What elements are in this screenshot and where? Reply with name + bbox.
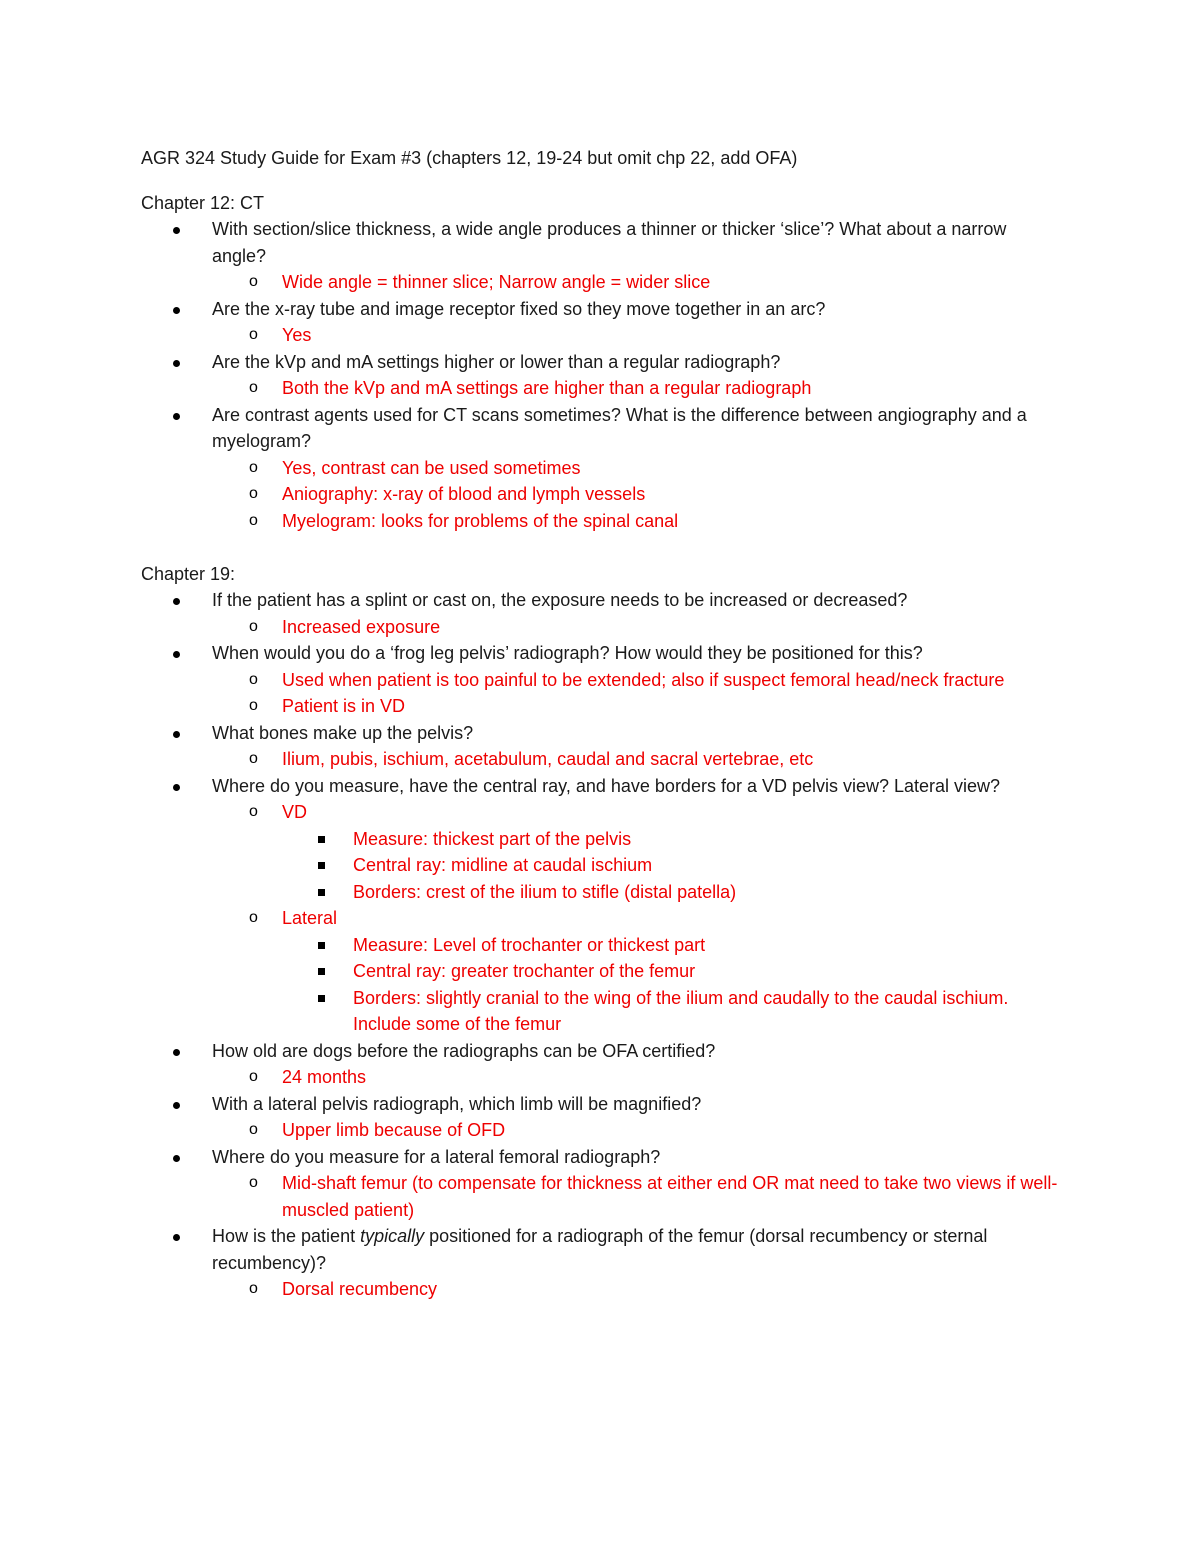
- filled-circle-bullet-icon: [173, 731, 180, 738]
- answer-text: Aniography: x-ray of blood and lymph vessels: [282, 484, 646, 504]
- hollow-o-bullet-icon: o: [249, 617, 258, 635]
- question-text: With a lateral pelvis radiograph, which limb will be magnified?: [212, 1093, 702, 1114]
- question-text: Where do you measure for a lateral femoral radiograph?: [212, 1146, 661, 1167]
- chapter-heading: Chapter 12: CT: [141, 193, 265, 213]
- filled-circle-bullet-icon: [173, 413, 180, 420]
- filled-circle-bullet-icon: [173, 227, 180, 234]
- answer-text: Mid-shaft femur (to compensate for thickness at either end OR mat need to take two views if well-muscled patient): [282, 1173, 1058, 1220]
- answer-item: [249, 322, 1061, 349]
- answer-text: Yes, contrast can be used sometimes: [282, 457, 581, 478]
- hollow-o-bullet-icon: o: [249, 458, 258, 476]
- sub-answer-item: [353, 985, 1061, 1038]
- sub-answer-item: [353, 826, 1061, 853]
- answer-item: [249, 1276, 1061, 1303]
- sub-answer-item: [353, 932, 1061, 959]
- answer-item: [249, 455, 1061, 482]
- filled-circle-bullet-icon: [173, 360, 180, 367]
- question-item: [212, 640, 1061, 667]
- answer-text: Measure: thickest part of the pelvis: [353, 828, 632, 849]
- question-text: Are the kVp and mA settings higher or lower than a regular radiograph?: [212, 351, 781, 372]
- hollow-o-bullet-icon: o: [249, 1280, 258, 1297]
- filled-circle-bullet-icon: [173, 1155, 180, 1162]
- answer-text: Lateral: [282, 908, 338, 928]
- filled-square-bullet-icon: [318, 995, 325, 1002]
- hollow-o-bullet-icon: o: [249, 511, 258, 529]
- filled-circle-bullet-icon: [173, 784, 180, 791]
- filled-circle-bullet-icon: [173, 307, 180, 314]
- answer-item: [249, 1117, 1061, 1144]
- filled-square-bullet-icon: [318, 968, 325, 975]
- filled-circle-bullet-icon: [173, 651, 180, 658]
- filled-square-bullet-icon: [318, 836, 325, 843]
- answer-item: [249, 693, 1061, 720]
- question-item: [212, 402, 1061, 455]
- question-text: Are the x-ray tube and image receptor fixed so they move together in an arc?: [212, 298, 826, 319]
- answer-item: [249, 508, 1061, 535]
- answer-text: Ilium, pubis, ischium, acetabulum, caudal and sacral vertebrae, etc: [282, 749, 814, 769]
- hollow-o-bullet-icon: o: [249, 326, 258, 343]
- document-page: [141, 145, 1061, 1303]
- question-item: [212, 1038, 1061, 1065]
- answer-item: [249, 746, 1061, 773]
- answer-item: [249, 905, 1061, 932]
- answer-item: [249, 667, 1061, 694]
- filled-circle-bullet-icon: [173, 598, 180, 605]
- hollow-o-bullet-icon: o: [249, 803, 258, 820]
- hollow-o-bullet-icon: o: [249, 697, 258, 714]
- answer-item: [249, 614, 1061, 641]
- answer-text: Wide angle = thinner slice; Narrow angle = wider slice: [282, 272, 711, 292]
- question-text: Are contrast agents used for CT scans sometimes? What is the difference between angiography and a myelogram?: [212, 404, 1027, 451]
- filled-circle-bullet-icon: [173, 1049, 180, 1056]
- hollow-o-bullet-icon: o: [249, 670, 258, 688]
- answer-text: Increased exposure: [282, 616, 441, 637]
- sub-answer-item: [353, 958, 1061, 985]
- chapters-container: [141, 190, 1061, 1303]
- answer-text: Central ray: midline at caudal ischium: [353, 855, 653, 875]
- hollow-o-bullet-icon: o: [249, 1174, 258, 1191]
- question-item: [212, 720, 1061, 747]
- question-text: Where do you measure, have the central ray, and have borders for a VD pelvis view? Lateral view?: [212, 775, 1001, 796]
- answer-text: Dorsal recumbency: [282, 1279, 438, 1299]
- question-text: If the patient has a splint or cast on, the exposure needs to be increased or decreased?: [212, 590, 908, 610]
- hollow-o-bullet-icon: o: [249, 273, 258, 290]
- filled-square-bullet-icon: [318, 889, 325, 896]
- hollow-o-bullet-icon: o: [249, 485, 258, 502]
- question-item: [212, 349, 1061, 376]
- hollow-o-bullet-icon: o: [249, 1121, 258, 1138]
- answer-item: [249, 375, 1061, 402]
- document-title: AGR 324 Study Guide for Exam #3 (chapters 12, 19-24 but omit chp 22, add OFA): [141, 148, 798, 168]
- chapter-heading: Chapter 19:: [141, 564, 236, 584]
- answer-item: [249, 1170, 1061, 1223]
- answer-text: 24 months: [282, 1067, 367, 1087]
- question-text-part: positioned for a radiograph of the femur (dorsal recumbency or sternal recumbency)?: [212, 1226, 988, 1273]
- answer-text: Central ray: greater trochanter of the femur: [353, 961, 696, 981]
- filled-circle-bullet-icon: [173, 1234, 180, 1241]
- sub-answer-item: [353, 852, 1061, 879]
- question-item: [212, 587, 1061, 614]
- chapter-section: [141, 561, 1061, 1303]
- answer-item: [249, 1064, 1061, 1091]
- sub-answer-item: [353, 879, 1061, 906]
- question-text: When would you do a ‘frog leg pelvis’ radiograph? How would they be positioned for this?: [212, 643, 923, 663]
- answer-text: Myelogram: looks for problems of the spinal canal: [282, 510, 679, 531]
- filled-square-bullet-icon: [318, 942, 325, 949]
- answer-text: Patient is in VD: [282, 696, 406, 716]
- question-item: [212, 773, 1061, 800]
- question-item: [212, 1223, 1061, 1276]
- filled-circle-bullet-icon: [173, 1102, 180, 1109]
- chapter-section: [141, 190, 1061, 534]
- answer-text: Measure: Level of trochanter or thickest part: [353, 934, 706, 955]
- answer-item: [249, 799, 1061, 826]
- answer-text: Yes: [282, 325, 312, 345]
- hollow-o-bullet-icon: o: [249, 1068, 258, 1085]
- answer-text: Used when patient is too painful to be extended; also if suspect femoral head/neck fracture: [282, 669, 1005, 690]
- answer-item: [249, 481, 1061, 508]
- answer-text: VD: [282, 802, 308, 822]
- question-item: [212, 216, 1061, 269]
- question-text-emphasis: typically: [360, 1226, 425, 1246]
- hollow-o-bullet-icon: o: [249, 379, 258, 396]
- answer-text: Both the kVp and mA settings are higher than a regular radiograph: [282, 378, 812, 398]
- filled-square-bullet-icon: [318, 862, 325, 869]
- question-item: [212, 296, 1061, 323]
- question-item: [212, 1091, 1061, 1118]
- answer-text: Borders: crest of the ilium to stifle (distal patella): [353, 881, 737, 902]
- question-text: How old are dogs before the radiographs can be OFA certified?: [212, 1040, 716, 1061]
- hollow-o-bullet-icon: o: [249, 909, 258, 926]
- answer-text: Borders: slightly cranial to the wing of the ilium and caudally to the caudal ischium. Include some of the femur: [353, 987, 1009, 1034]
- question-item: [212, 1144, 1061, 1171]
- question-text: With section/slice thickness, a wide angle produces a thinner or thicker ‘slice’? What about a narrow angle?: [212, 219, 1007, 266]
- hollow-o-bullet-icon: o: [249, 750, 258, 767]
- answer-item: [249, 269, 1061, 296]
- answer-text: Upper limb because of OFD: [282, 1120, 506, 1140]
- question-text: What bones make up the pelvis?: [212, 722, 474, 743]
- question-text-part: How is the patient: [212, 1226, 361, 1246]
